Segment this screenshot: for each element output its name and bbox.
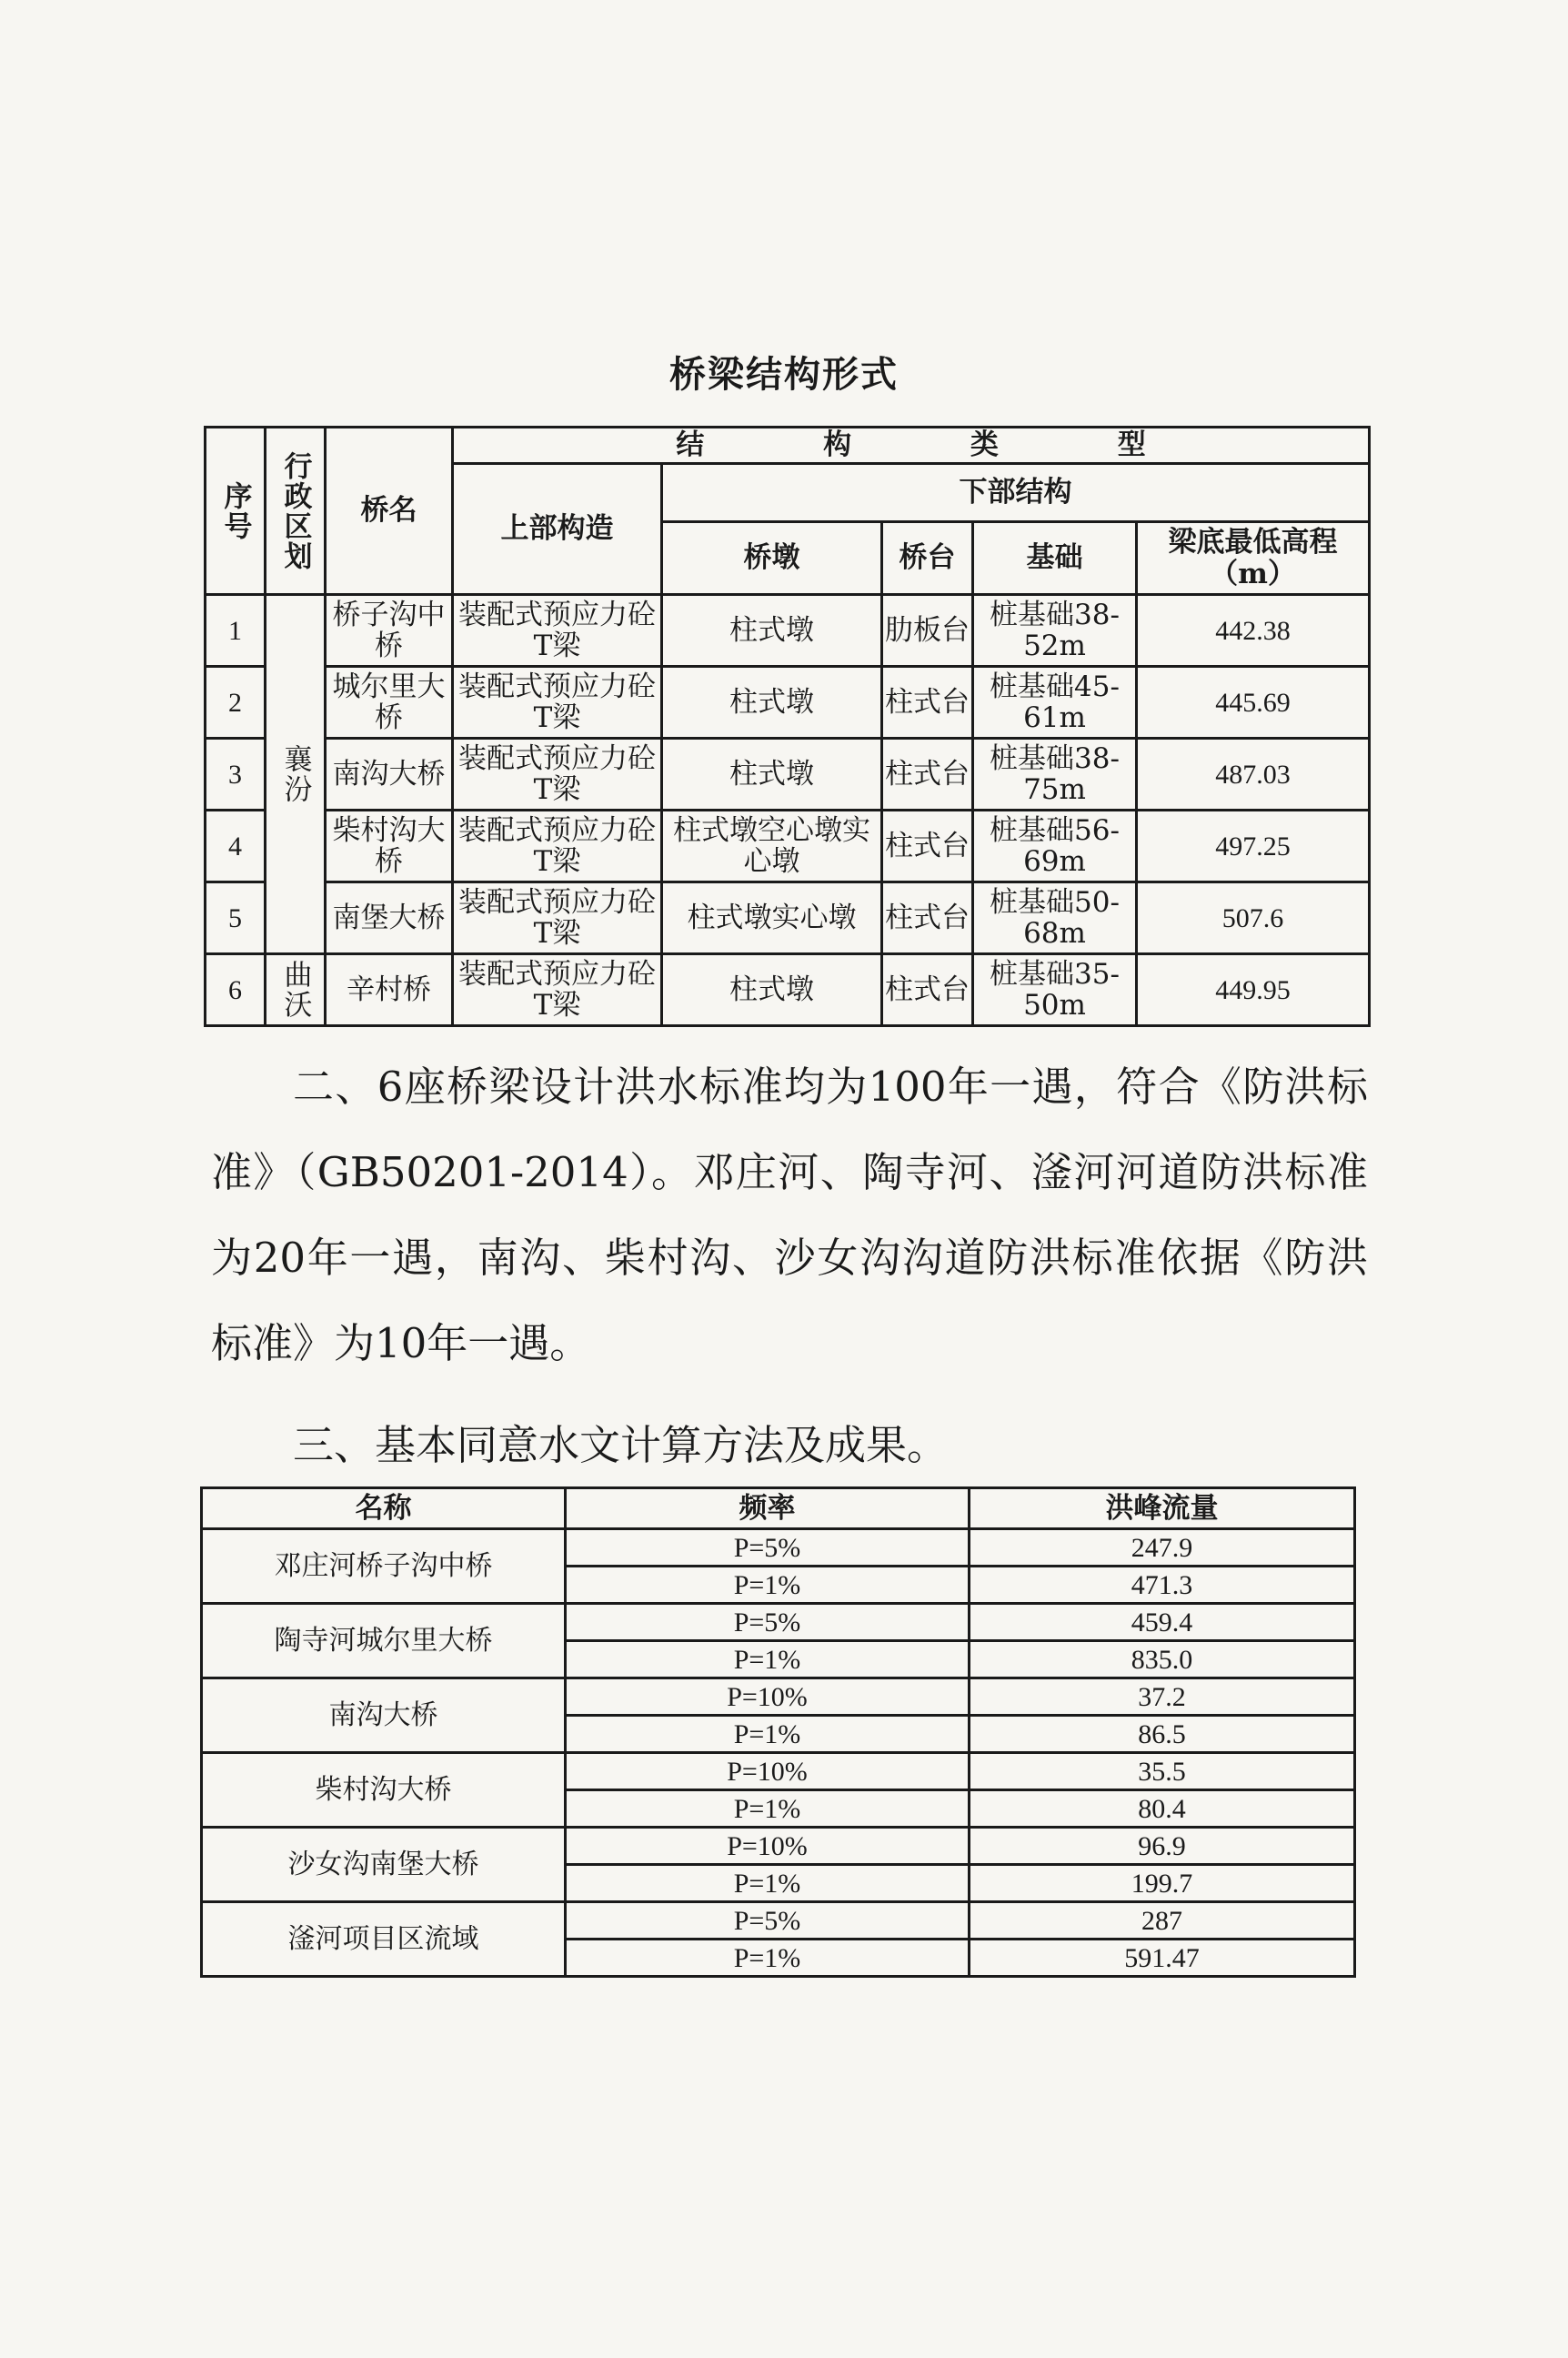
header-flood-peak: 洪峰流量 xyxy=(970,1488,1355,1529)
header-elevation: 梁底最低高程（m） xyxy=(1137,522,1370,595)
cell-abutment: 柱式台 xyxy=(882,882,973,954)
cell-bridge: 南沟大桥 xyxy=(326,739,453,811)
table-row xyxy=(206,882,1370,954)
cell-name: 陶寺河城尔里大桥 xyxy=(202,1604,566,1678)
cell-pier: 柱式墩 xyxy=(662,667,882,739)
header-bridge-name: 桥名 xyxy=(326,428,453,595)
cell-foundation: 桩基础45-61m xyxy=(973,667,1137,739)
cell-seq: 6 xyxy=(206,954,266,1026)
cell-flow: 247.9 xyxy=(970,1529,1355,1567)
cell-abutment: 柱式台 xyxy=(882,954,973,1026)
cell-bridge: 辛村桥 xyxy=(326,954,453,1026)
cell-frequency: P=1% xyxy=(566,1567,970,1604)
cell-foundation: 桩基础35-50m xyxy=(973,954,1137,1026)
cell-pier: 柱式墩实心墩 xyxy=(662,882,882,954)
cell-frequency: P=5% xyxy=(566,1902,970,1940)
cell-elevation: 497.25 xyxy=(1137,811,1370,882)
cell-foundation: 桩基础56-69m xyxy=(973,811,1137,882)
cell-name: 滏河项目区流域 xyxy=(202,1902,566,1977)
table-row xyxy=(202,1529,1355,1567)
cell-upper: 装配式预应力砼T梁 xyxy=(453,739,662,811)
cell-bridge: 南堡大桥 xyxy=(326,882,453,954)
cell-pier: 柱式墩空心墩实心墩 xyxy=(662,811,882,882)
cell-flow: 471.3 xyxy=(970,1567,1355,1604)
cell-elevation: 445.69 xyxy=(1137,667,1370,739)
header-lower-structure: 下部结构 xyxy=(662,464,1370,522)
cell-pier: 柱式墩 xyxy=(662,739,882,811)
table-row xyxy=(202,1604,1355,1641)
cell-frequency: P=10% xyxy=(566,1753,970,1790)
cell-seq: 2 xyxy=(206,667,266,739)
cell-flow: 96.9 xyxy=(970,1828,1355,1865)
cell-bridge: 城尔里大桥 xyxy=(326,667,453,739)
table-row xyxy=(202,1828,1355,1865)
cell-frequency: P=1% xyxy=(566,1790,970,1828)
cell-flow: 287 xyxy=(970,1902,1355,1940)
header-abutment: 桥台 xyxy=(882,522,973,595)
table-row xyxy=(206,811,1370,882)
cell-elevation: 487.03 xyxy=(1137,739,1370,811)
cell-seq: 3 xyxy=(206,739,266,811)
cell-frequency: P=1% xyxy=(566,1940,970,1977)
header-upper-structure: 上部构造 xyxy=(453,464,662,595)
cell-flow: 86.5 xyxy=(970,1716,1355,1753)
cell-bridge: 柴村沟大桥 xyxy=(326,811,453,882)
header-name: 名称 xyxy=(202,1488,566,1529)
flood-peak-table xyxy=(200,1486,1356,1978)
cell-frequency: P=10% xyxy=(566,1678,970,1716)
cell-abutment: 柱式台 xyxy=(882,667,973,739)
cell-flow: 37.2 xyxy=(970,1678,1355,1716)
cell-name: 邓庄河桥子沟中桥 xyxy=(202,1529,566,1604)
cell-region: 曲沃 xyxy=(266,954,326,1026)
cell-seq: 5 xyxy=(206,882,266,954)
cell-frequency: P=1% xyxy=(566,1641,970,1678)
cell-frequency: P=5% xyxy=(566,1604,970,1641)
cell-abutment: 柱式台 xyxy=(882,811,973,882)
cell-name: 沙女沟南堡大桥 xyxy=(202,1828,566,1902)
cell-elevation: 507.6 xyxy=(1137,882,1370,954)
table-row xyxy=(202,1902,1355,1940)
table1-title: 桥梁结构形式 xyxy=(669,353,899,396)
header-seq: 序号 xyxy=(206,428,266,595)
cell-upper: 装配式预应力砼T梁 xyxy=(453,954,662,1026)
paragraph-flood-standard: 二、6座桥梁设计洪水标准均为100年一遇，符合《防洪标准》（GB50201-2014）。邓庄河、陶寺河、滏河河道防洪标准为20年一遇，南沟、柴村沟、沙女沟沟道防洪标准依据《防洪标准》为10年一遇。 xyxy=(211,1063,1368,1367)
cell-flow: 591.47 xyxy=(970,1940,1355,1977)
bridge-structure-table xyxy=(204,426,1371,1027)
cell-frequency: P=5% xyxy=(566,1529,970,1567)
cell-flow: 199.7 xyxy=(970,1865,1355,1902)
cell-upper: 装配式预应力砼T梁 xyxy=(453,882,662,954)
table-row xyxy=(206,739,1370,811)
cell-pier: 柱式墩 xyxy=(662,595,882,667)
cell-flow: 459.4 xyxy=(970,1604,1355,1641)
header-structure-type: 结 构 类 型 xyxy=(453,428,1370,464)
cell-pier: 柱式墩 xyxy=(662,954,882,1026)
cell-flow: 80.4 xyxy=(970,1790,1355,1828)
cell-elevation: 442.38 xyxy=(1137,595,1370,667)
cell-seq: 4 xyxy=(206,811,266,882)
cell-abutment: 柱式台 xyxy=(882,739,973,811)
cell-name: 南沟大桥 xyxy=(202,1678,566,1753)
cell-frequency: P=1% xyxy=(566,1865,970,1902)
cell-upper: 装配式预应力砼T梁 xyxy=(453,811,662,882)
header-frequency: 频率 xyxy=(566,1488,970,1529)
cell-upper: 装配式预应力砼T梁 xyxy=(453,595,662,667)
cell-frequency: P=1% xyxy=(566,1716,970,1753)
header-pier: 桥墩 xyxy=(662,522,882,595)
cell-foundation: 桩基础38-75m xyxy=(973,739,1137,811)
table-row xyxy=(206,954,1370,1026)
cell-elevation: 449.95 xyxy=(1137,954,1370,1026)
cell-bridge: 桥子沟中桥 xyxy=(326,595,453,667)
table-row xyxy=(202,1753,1355,1790)
cell-frequency: P=10% xyxy=(566,1828,970,1865)
cell-foundation: 桩基础50-68m xyxy=(973,882,1137,954)
cell-foundation: 桩基础38-52m xyxy=(973,595,1137,667)
table-row xyxy=(206,595,1370,667)
cell-flow: 35.5 xyxy=(970,1753,1355,1790)
cell-region: 襄汾 xyxy=(266,595,326,954)
cell-upper: 装配式预应力砼T梁 xyxy=(453,667,662,739)
cell-seq: 1 xyxy=(206,595,266,667)
cell-abutment: 肋板台 xyxy=(882,595,973,667)
table-row xyxy=(202,1678,1355,1716)
paragraph-hydrology: 三、基本同意水文计算方法及成果。 xyxy=(293,1421,949,1469)
table-row xyxy=(206,667,1370,739)
header-foundation: 基础 xyxy=(973,522,1137,595)
header-region: 行政区划 xyxy=(266,428,326,595)
cell-name: 柴村沟大桥 xyxy=(202,1753,566,1828)
cell-flow: 835.0 xyxy=(970,1641,1355,1678)
